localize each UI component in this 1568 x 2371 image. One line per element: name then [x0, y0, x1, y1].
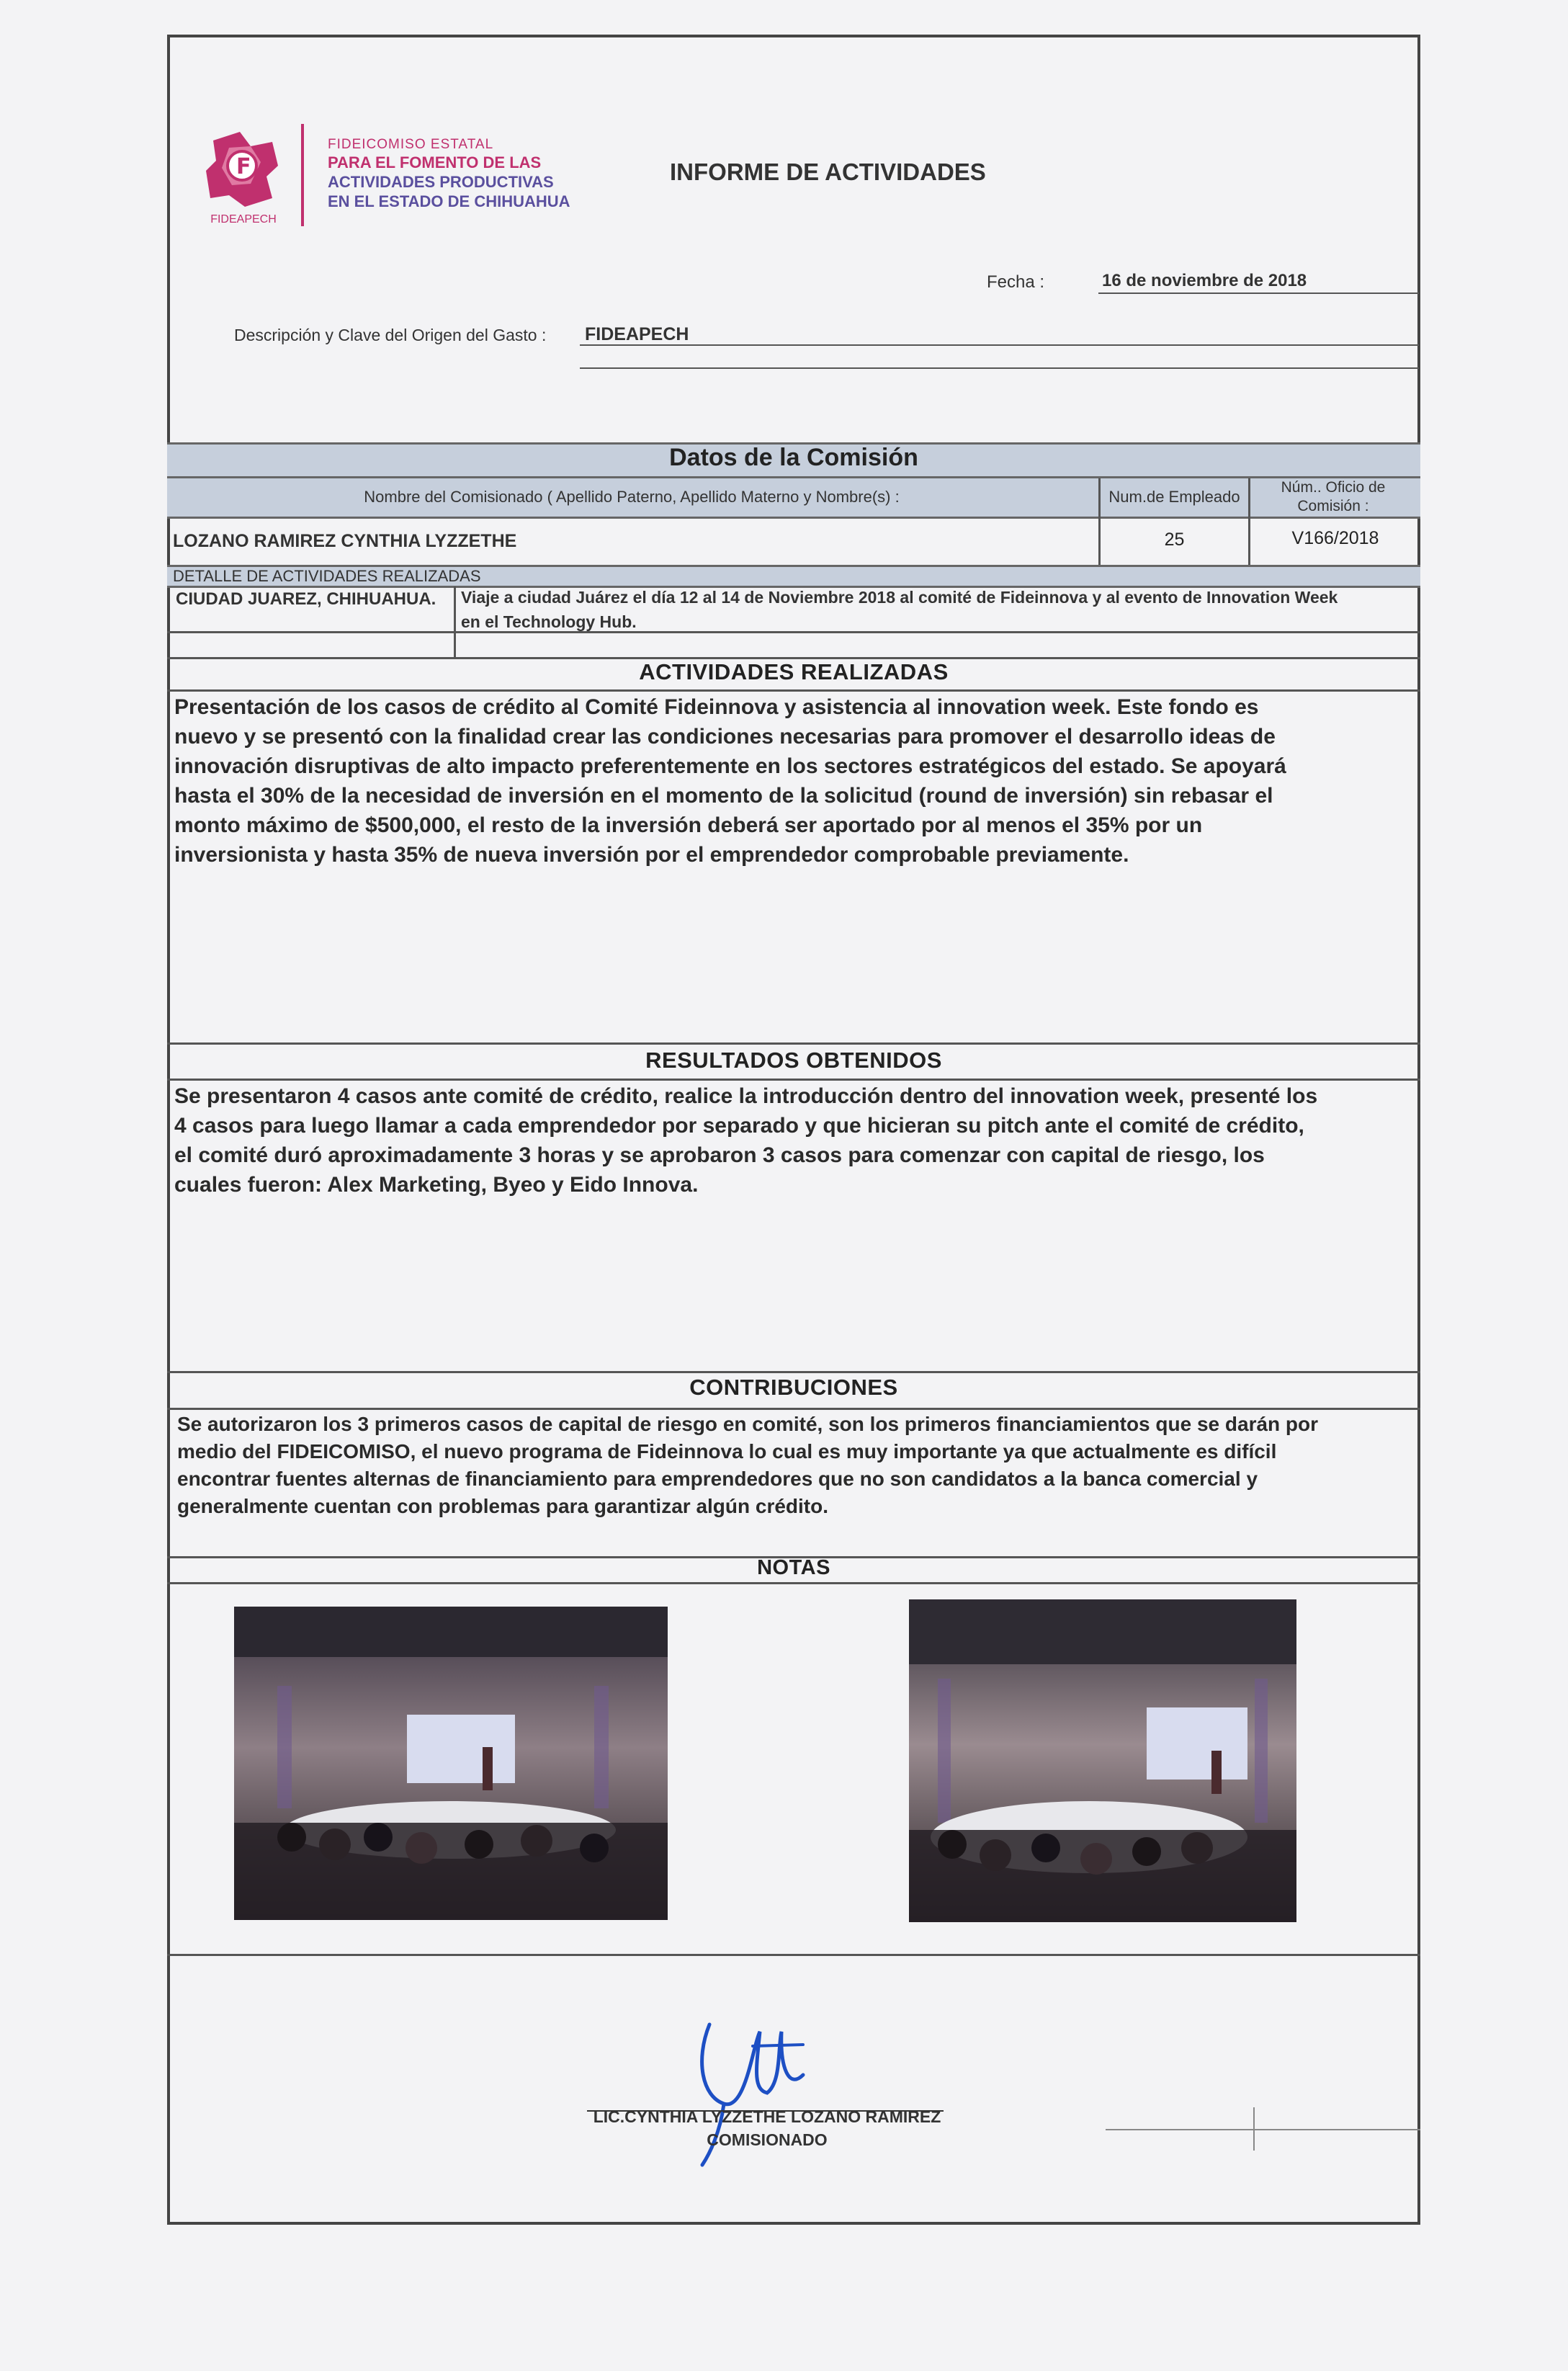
actividades-line: innovación disruptivas de alto impacto preferentemente en los sectores estratégicos del estado. Se apoyará	[174, 754, 1286, 778]
resultados-title-line	[167, 1079, 1420, 1081]
detalle-line-2: en el Technology Hub.	[461, 612, 637, 631]
firma-right-tick	[1253, 2107, 1255, 2151]
logo-caption: FIDEAPECH	[210, 213, 277, 226]
actividades-top-line	[167, 689, 1420, 692]
col-oficio-header: Núm.. Oficio de Comisión :	[1281, 479, 1386, 514]
contribuciones-line: medio del FIDEICOMISO, el nuevo programa de Fideinnova lo cual es muy importante ya que actualmente es difícil	[177, 1440, 1277, 1463]
comisionado-nombre: LOZANO RAMIREZ CYNTHIA LYZZETHE	[173, 531, 517, 551]
origen-value: FIDEAPECH	[585, 324, 689, 344]
comision-title: Datos de la Comisión	[669, 444, 918, 471]
svg-text:F: F	[236, 154, 251, 179]
col-empleado-header: Num.de Empleado	[1108, 488, 1240, 506]
meeting-photo-right	[909, 1599, 1296, 1922]
numero-empleado: 25	[1164, 530, 1185, 550]
actividades-line: Presentación de los casos de crédito al Comité Fideinnova y asistencia al innovation week. Este fondo es	[174, 695, 1259, 719]
contribuciones-line: encontrar fuentes alternas de financiamiento para emprendedores que no son candidatos a la banca comercial y	[177, 1468, 1258, 1490]
resultados-line: 4 casos para luego llamar a cada emprendedor por separado y que hicieran su pitch ante el comité de crédito,	[174, 1114, 1304, 1138]
firma-nombre: LIC.CYNTHIA LYZZETHE LOZANO RAMIREZ	[593, 2107, 941, 2126]
report-title: INFORME DE ACTIVIDADES	[670, 158, 986, 185]
actividades-line: inversionista y hasta 35% de nueva inversión por el emprendedor comprobable previamente.	[174, 843, 1129, 867]
fecha-label: Fecha :	[987, 272, 1045, 292]
firma-top-line	[167, 1954, 1420, 1956]
resultados-line: el comité duró aproximadamente 3 horas y se aprobaron 3 casos para comenzar con capital de riesgo, los	[174, 1143, 1265, 1167]
contribuciones-title: CONTRIBUCIONES	[689, 1375, 898, 1400]
logo-divider	[301, 124, 304, 226]
fideapech-logo	[200, 126, 287, 227]
detalle-label: DETALLE DE ACTIVIDADES REALIZADAS	[173, 567, 481, 585]
contribuciones-title-line	[167, 1408, 1420, 1410]
fecha-value: 16 de noviembre de 2018	[1102, 271, 1307, 290]
contribuciones-line: generalmente cuentan con problemas para garantizar algún crédito.	[177, 1495, 829, 1517]
org-name-block	[328, 137, 659, 211]
detalle-line-1: Viaje a ciudad Juárez el día 12 al 14 de Noviembre 2018 al comité de Fideinnova y al evento de Innovation Week	[461, 588, 1338, 607]
col-nombre-header: Nombre del Comisionado ( Apellido Paterno, Apellido Materno y Nombre(s) :	[364, 488, 900, 506]
origen-label: Descripción y Clave del Origen del Gasto :	[234, 326, 547, 344]
org-line-4: EN EL ESTADO DE CHIHUAHUA	[328, 192, 570, 210]
col-divider-2	[1248, 478, 1250, 565]
numero-oficio: V166/2018	[1291, 528, 1379, 548]
origen-underline-2	[580, 367, 1419, 369]
fecha-underline	[1098, 293, 1419, 294]
meeting-photo-left	[234, 1607, 668, 1920]
contribuciones-text	[177, 1411, 1416, 1520]
resultados-top-line	[167, 1042, 1420, 1045]
org-line-3: ACTIVIDADES PRODUCTIVAS	[328, 173, 554, 191]
actividades-line: hasta el 30% de la necesidad de inversión en el momento de la solicitud (round de inversión) sin rebasar el	[174, 784, 1273, 808]
notas-title: NOTAS	[757, 1556, 830, 1579]
resultados-title: RESULTADOS OBTENIDOS	[645, 1048, 942, 1073]
resultados-text	[174, 1081, 1413, 1200]
contribuciones-top-line	[167, 1371, 1420, 1373]
firma-right-line	[1106, 2129, 1420, 2130]
actividades-line: nuevo y se presentó con la finalidad crear las condiciones necesarias para promover el desarrollo ideas de	[174, 725, 1276, 749]
org-line-1: FIDEICOMISO ESTATAL	[328, 137, 494, 152]
org-line-2: PARA EL FOMENTO DE LAS	[328, 153, 542, 171]
contribuciones-line: Se autorizaron los 3 primeros casos de capital de riesgo en comité, son los primeros financiamientos que se darán por	[177, 1413, 1319, 1435]
resultados-line: cuales fueron: Alex Marketing, Byeo y Eido Innova.	[174, 1173, 699, 1197]
detalle-bottom-line-1	[167, 631, 1420, 633]
resultados-line: Se presentaron 4 casos ante comité de crédito, realice la introducción dentro del innovation week, presenté los	[174, 1084, 1318, 1108]
actividades-line: monto máximo de $500,000, el resto de la inversión deberá ser aportado por al menos el 35% por un	[174, 813, 1203, 837]
detalle-divider	[454, 586, 456, 658]
firma-cargo: COMISIONADO	[707, 2130, 828, 2149]
notas-title-line	[167, 1582, 1420, 1584]
actividades-text	[174, 692, 1413, 870]
actividades-title: ACTIVIDADES REALIZADAS	[639, 659, 949, 684]
detalle-lugar: CIUDAD JUAREZ, CHIHUAHUA.	[176, 589, 436, 609]
origen-underline-1	[580, 344, 1419, 346]
